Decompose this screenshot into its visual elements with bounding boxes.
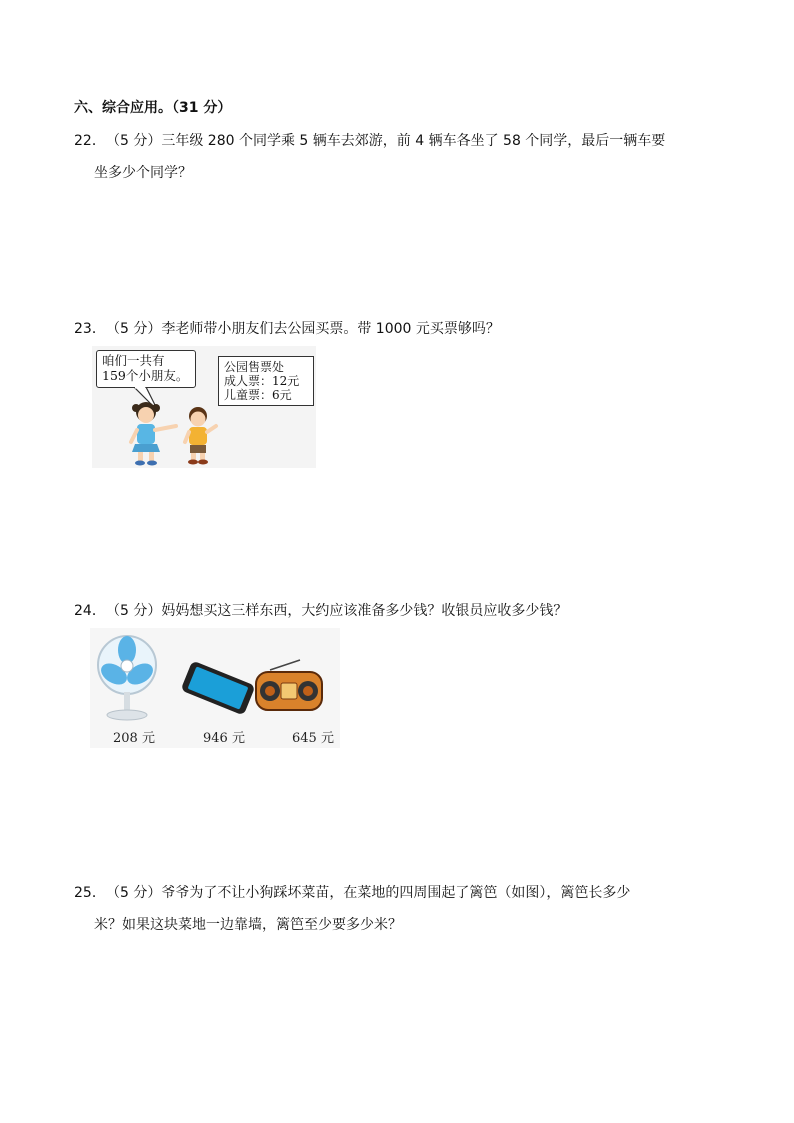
- ticket-sign-title: 公园售票处: [224, 360, 285, 374]
- ticket-sign: [218, 356, 314, 406]
- girl-figure-icon: [122, 400, 182, 466]
- question-24-line-1: （5 分）妈妈想买这三样东西，大约应该准备多少钱？收银员应收多少钱？: [106, 603, 568, 619]
- question-25-line-1: （5 分）爷爷为了不让小狗踩坏菜苗，在菜地的四周围起了篱笆（如图），篱笆长多少: [106, 885, 631, 901]
- question-22-line-1: （5 分）三年级 280 个同学乘 5 辆车去郊游，前 4 辆车各坐了 58 个同学，最后一辆车要: [106, 133, 666, 149]
- ticket-sign-adult: 成人票：12元: [224, 374, 300, 388]
- ticket-sign-child: 儿童票：6元: [224, 388, 292, 402]
- question-24-number: 24．: [74, 603, 106, 619]
- question-23-illustration: [92, 346, 316, 468]
- question-25-line-2: 米？如果这块菜地一边靠墙，篱笆至少要多少米？: [94, 917, 402, 933]
- radio-icon: [250, 658, 330, 714]
- radio-price: 645 元: [292, 731, 334, 746]
- speech-bubble-line-2: 159个小朋友。: [102, 368, 189, 383]
- question-23-number: 23．: [74, 321, 106, 337]
- speech-bubble-line-1: 咱们一共有: [102, 353, 165, 368]
- speech-bubble: [96, 350, 196, 388]
- question-22-line-2: 坐多少个同学？: [94, 165, 192, 181]
- section-title: 六、综合应用。（31 分）: [74, 100, 232, 116]
- boy-figure-icon: [180, 404, 220, 466]
- question-25-number: 25．: [74, 885, 106, 901]
- tablet-price: 946 元: [203, 731, 245, 746]
- fan-price: 208 元: [113, 731, 155, 746]
- tablet-icon: [178, 660, 258, 716]
- question-22-number: 22．: [74, 133, 106, 149]
- electric-fan-icon: [94, 632, 160, 722]
- question-23-line-1: （5 分）李老师带小朋友们去公园买票。带 1000 元买票够吗？: [106, 321, 500, 337]
